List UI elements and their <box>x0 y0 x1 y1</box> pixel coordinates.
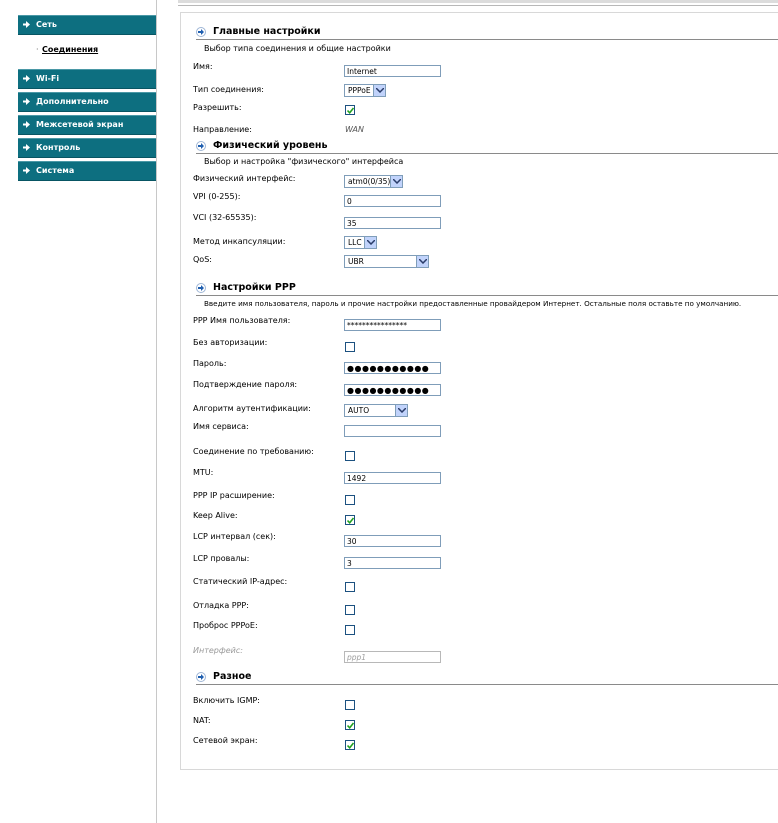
ppp-user-input[interactable]: **************** <box>344 319 441 331</box>
auth-label: Алгоритм аутентификации: <box>193 404 311 413</box>
confirm-password-input[interactable]: ●●●●●●●●●●● <box>344 384 441 396</box>
section-divider <box>196 153 778 154</box>
ipext-label: PPP IP расширение: <box>193 491 275 500</box>
keepalive-checkbox[interactable] <box>345 515 355 525</box>
arrow-right-icon <box>23 121 30 128</box>
check-icon <box>347 742 354 749</box>
content-panel <box>180 12 778 770</box>
encap-select[interactable] <box>344 236 377 249</box>
conn-type-select[interactable] <box>344 84 386 97</box>
qos-select[interactable] <box>344 255 429 268</box>
dropdown-button[interactable] <box>364 237 376 248</box>
chevron-down-icon <box>367 240 375 245</box>
sidebar-item-control[interactable] <box>18 138 157 158</box>
dropdown-button[interactable] <box>416 256 428 267</box>
passthrough-checkbox[interactable] <box>345 625 355 635</box>
enable-checkbox[interactable] <box>345 105 355 115</box>
encap-label: Метод инкапсуляции: <box>193 237 286 246</box>
iface-value: atm0(0/35) <box>348 177 391 186</box>
section-description: Выбор типа соединения и общие настройки <box>204 44 391 53</box>
password-label: Пароль: <box>193 359 227 368</box>
mtu-input[interactable]: 1492 <box>344 472 441 484</box>
check-icon <box>347 107 354 114</box>
section-divider <box>196 295 778 296</box>
service-label: Имя сервиса: <box>193 422 249 431</box>
sidebar-item-label: Контроль <box>36 143 81 152</box>
direction-value: WAN <box>345 125 364 134</box>
direction-label: Направление: <box>193 125 252 134</box>
auth-select[interactable] <box>344 404 408 417</box>
sidebar-item-network[interactable] <box>18 15 157 35</box>
ondemand-label: Соединение по требованию: <box>193 447 314 456</box>
sidebar-item-label: Система <box>36 166 75 175</box>
chevron-down-icon <box>393 179 401 184</box>
sidebar-item-label: Межсетевой экран <box>36 120 124 129</box>
name-input[interactable]: Internet <box>344 65 441 77</box>
dropdown-button[interactable] <box>395 405 407 416</box>
name-label: Имя: <box>193 62 213 71</box>
sidebar-item-system[interactable] <box>18 161 157 181</box>
chevron-down-icon <box>419 259 427 264</box>
static-ip-checkbox[interactable] <box>345 582 355 592</box>
nat-label: NAT: <box>193 716 211 725</box>
section-arrow-icon <box>196 141 206 151</box>
bullet: · <box>36 45 39 54</box>
conn-type-label: Тип соединения: <box>193 85 264 94</box>
conn-type-value: PPPoE <box>348 86 371 95</box>
interface-label: Интерфейс: <box>193 646 243 655</box>
vpi-label: VPI (0-255): <box>193 192 241 201</box>
lcp-interval-input[interactable]: 30 <box>344 535 441 547</box>
interface-input: ppp1 <box>344 651 441 663</box>
passthrough-label: Проброс PPPoE: <box>193 621 258 630</box>
password-input[interactable]: ●●●●●●●●●●● <box>344 362 441 374</box>
arrow-right-icon <box>23 75 30 82</box>
firewall-checkbox[interactable] <box>345 740 355 750</box>
igmp-checkbox[interactable] <box>345 700 355 710</box>
noauth-checkbox[interactable] <box>345 342 355 352</box>
check-icon <box>347 517 354 524</box>
sidebar-item-firewall[interactable] <box>18 115 157 135</box>
nat-checkbox[interactable] <box>345 720 355 730</box>
section-arrow-icon <box>196 283 206 293</box>
debug-checkbox[interactable] <box>345 605 355 615</box>
section-arrow-icon <box>196 672 206 682</box>
section-divider <box>196 684 778 685</box>
section-arrow-icon <box>196 27 206 37</box>
section-title-ppp: Настройки PPP <box>213 282 296 293</box>
section-divider <box>196 39 778 40</box>
ppp-user-label: PPP Имя пользователя: <box>193 316 291 325</box>
sidebar <box>0 0 157 823</box>
enable-label: Разрешить: <box>193 103 242 112</box>
dropdown-button[interactable] <box>390 176 402 187</box>
arrow-right-icon <box>23 167 30 174</box>
qos-value: UBR <box>348 257 364 266</box>
sidebar-item-advanced[interactable] <box>18 92 157 112</box>
confirm-password-label: Подтверждение пароля: <box>193 380 298 389</box>
noauth-label: Без авторизации: <box>193 338 268 347</box>
arrow-right-icon <box>23 21 30 28</box>
debug-label: Отладка PPP: <box>193 601 249 610</box>
auth-value: AUTO <box>348 406 370 415</box>
dropdown-button[interactable] <box>373 85 385 96</box>
sidebar-item-label: Wi-Fi <box>36 74 60 83</box>
ipext-checkbox[interactable] <box>345 495 355 505</box>
iface-select[interactable] <box>344 175 403 188</box>
arrow-right-icon <box>23 144 30 151</box>
lcp-fail-label: LCP провалы: <box>193 554 250 563</box>
sidebar-item-label: Дополнительно <box>36 97 109 106</box>
vci-input[interactable]: 35 <box>344 217 441 229</box>
igmp-label: Включить IGMP: <box>193 696 260 705</box>
section-description: Выбор и настройка "физического" интерфейса <box>204 157 404 166</box>
sidebar-item-wifi[interactable] <box>18 69 157 89</box>
vci-label: VCI (32-65535): <box>193 213 257 222</box>
static-ip-label: Статический IP-адрес: <box>193 577 288 586</box>
check-icon <box>347 722 354 729</box>
mtu-label: MTU: <box>193 468 214 477</box>
chevron-down-icon <box>398 408 406 413</box>
keepalive-label: Keep Alive: <box>193 511 238 520</box>
ondemand-checkbox[interactable] <box>345 451 355 461</box>
sidebar-subitem-label[interactable]: Соединения <box>42 45 99 54</box>
section-description: Введите имя пользователя, пароль и прочие настройки предоставленные провайдером Интернет. Остальные поля оставьте по умолчанию. <box>204 299 742 308</box>
iface-label: Физический интерфейс: <box>193 174 296 183</box>
chevron-down-icon <box>376 88 384 93</box>
top-border <box>178 0 778 3</box>
section-title-physical: Физический уровень <box>213 140 328 151</box>
section-title-main: Главные настройки <box>213 26 321 37</box>
lcp-interval-label: LCP интервал (сек): <box>193 532 276 541</box>
arrow-right-icon <box>23 98 30 105</box>
qos-label: QoS: <box>193 255 212 264</box>
service-input[interactable] <box>344 425 441 437</box>
lcp-fail-input[interactable]: 3 <box>344 557 441 569</box>
firewall-label: Сетевой экран: <box>193 736 258 745</box>
top-border-line <box>178 5 778 6</box>
encap-value: LLC <box>348 238 362 247</box>
section-title-misc: Разное <box>213 671 252 682</box>
sidebar-divider <box>156 0 157 823</box>
sidebar-subitem-connections[interactable] <box>18 40 157 62</box>
sidebar-item-label: Сеть <box>36 20 57 29</box>
vpi-input[interactable]: 0 <box>344 195 441 207</box>
